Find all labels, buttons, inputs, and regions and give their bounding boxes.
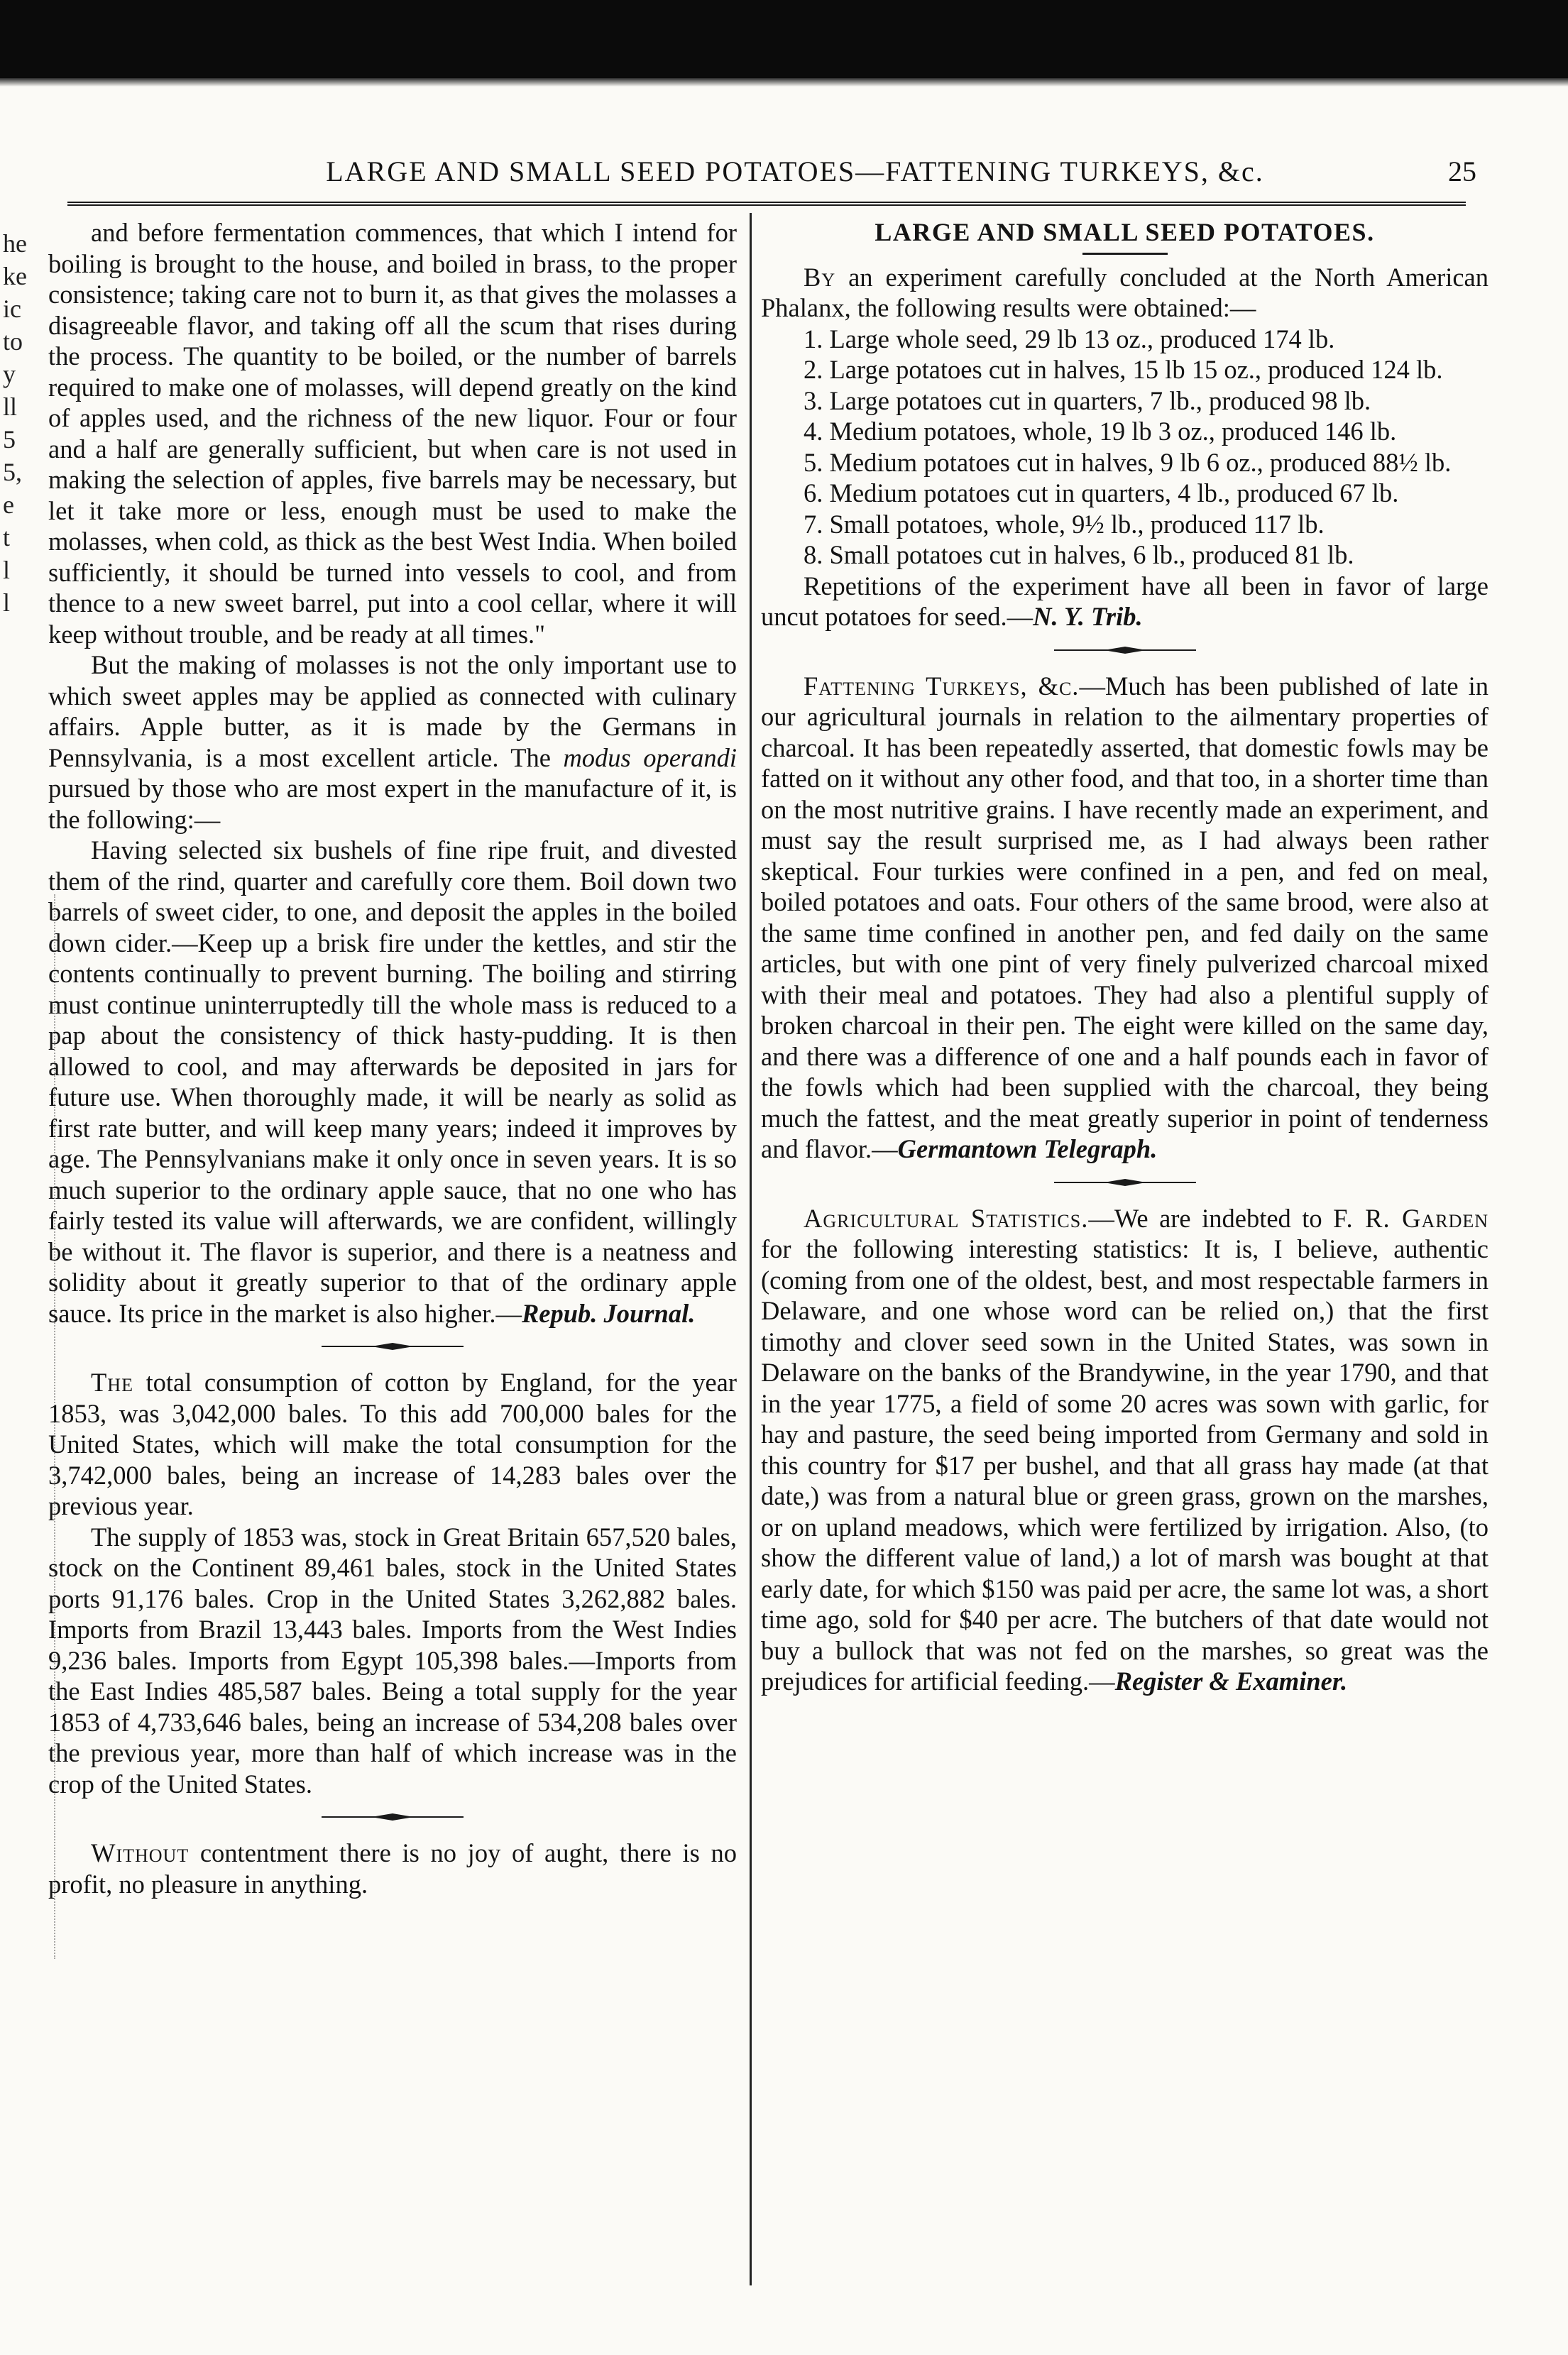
scan-top-shadow <box>0 78 1568 87</box>
text: Repetitions of the experiment have all been in favor of large uncut potatoes for seed.— <box>761 571 1488 631</box>
margin-fragment: 5, <box>3 458 22 486</box>
margin-fragment: t <box>3 523 11 551</box>
text: —Much has been published of late in our agricultural journals in relation to the ailmentary properties of charcoal. It has been repeatedly asserted, that domestic fowls may be fatted on it without any other food, and that too, in a shorter time than on the most nutritive grains. I have recently made an experiment, and must say the result surprised me, as I had always been rather skeptical. Four turkies were confined in a pen, and fed on meal, boiled potatoes and oats. Four others of the same brood, were also at the same time confined in another pen, and fed daily on the same articles, but with one pint of very finely pulverized charcoal mixed with their meal and potatoes. They had also a plentiful supply of broken charcoal in their pen. The eight were killed on the same day, and there was a difference of one and a half pounds each in favor of the fowls which had been supplied with the charcoal, they being much the fattest, and the meat greatly superior in point of tenderness and flavor.— <box>761 671 1488 1163</box>
divider-ornament <box>1054 1178 1196 1187</box>
result-item: 2. Large potatoes cut in halves, 15 lb 15 oz., produced 124 lb. <box>804 355 1443 384</box>
margin-fragment: e <box>3 490 14 519</box>
turkeys-article <box>761 671 1488 1165</box>
result-item: 7. Small potatoes, whole, 9½ lb., produced 117 lb. <box>804 509 1325 539</box>
article-title: LARGE AND SMALL SEED POTATOES. <box>875 218 1375 246</box>
left-column <box>48 217 737 1899</box>
result-item: 1. Large whole seed, 29 lb 13 oz., produced 174 lb. <box>804 324 1335 353</box>
text: contentment there is no joy of aught, there is no profit, no pleasure in anything. <box>48 1838 737 1899</box>
lead-word: By <box>804 262 836 292</box>
scan-top-band <box>0 0 1568 78</box>
text: an experiment carefully concluded at the North American Phalanx, the following results were obtained:— <box>761 262 1488 322</box>
lead-word: Without <box>91 1838 190 1867</box>
result-item: 4. Medium potatoes, whole, 19 lb 3 oz., produced 146 lb. <box>804 417 1397 446</box>
text: for the following interesting statistics: It is, I believe, authentic (coming from one of the oldest, best, and most respectable farmers in Delaware, and one whose word can be relied on,) that the first timothy and clover seed sown in the United States, was sown in Delaware on the banks of the Brandywine, in the year 1790, and that in the year 1775, a field of some 20 acres was sown with garlic, for hay and pasture, the seed being imported from Germany and sold in this country for $17 per bushel, and that all grass hay made (at that date,) was from a natural blue or green grass, grown on the marshes, or on upland meadows, which were fertilized by irrigation. Also, (to show the different value of land,) a lot of marsh was bought at that early date, for which $150 was paid per acre, the same lot was, a short time ago, sold for $40 per acre. The butchers of that date would not buy a bullock that was not fed on the marshes, so great was the prejudices for artificial feeding.— <box>761 1234 1488 1696</box>
cotton-supply: The supply of 1853 was, stock in Great Britain 657,520 bales, stock on the Continent 89,461 bales, stock in the United States ports 91,176 bales. Crop in the United States 3,262,882 bales. Imports from Brazil 13,443 bales. Imports from the West Indies 9,236 bales. Imports from Egypt 105,398 bales.—Imports from the East Indies 485,587 bales. Being a total supply for the year 1853 of 4,733,646 bales, being an increase of 534,208 bales over the previous year, more than half of which increase was in the crop of the United States. <box>48 1522 737 1799</box>
running-head: LARGE AND SMALL SEED POTATOES—FATTENING TURKEYS, &c. <box>326 155 1264 187</box>
lead-word: The <box>91 1368 133 1397</box>
source-credit: Germantown Telegraph. <box>897 1134 1158 1163</box>
agricultural-statistics <box>761 1203 1488 1697</box>
text: But the making of molasses is not the only important use to which sweet apples may be applied as connected with culinary affairs. Apple butter, as it is made by the Germans in Pennsylvania, is a most excellent article. The <box>48 650 737 772</box>
result-item: 3. Large potatoes cut in quarters, 7 lb., produced 98 lb. <box>804 385 1371 415</box>
result-item: 8. Small potatoes cut in halves, 6 lb., produced 81 lb. <box>804 540 1354 569</box>
molasses-paragraph: and before fermentation commences, that which I intend for boiling is brought to the house, and boiled in brass, to the proper consistence; taking care not to burn it, as that gives the molasses a disagreeable flavor, and taking off all the scum that rises during the process. The quantity to be boiled, or the number of barrels required to make one of molasses, will depend greatly on the kind of apples used, and the richness of the new liquor. Four or four and a half are generally sufficient, but when care is not used in making the selection of apples, five barrels may be necessary, but let it take more or less, enough must be used to make the molasses, when cold, as thick as the best West India. When boiled sufficiently, it should be turned into vessels to cool, and from thence to a new sweet barrel, put into a cool cellar, where it will keep without trouble, and be ready at all times." <box>48 218 737 649</box>
divider-ornament <box>322 1812 464 1822</box>
text: —We are indebted to <box>1088 1203 1334 1233</box>
result-item: 6. Medium potatoes cut in quarters, 4 lb., produced 67 lb. <box>804 478 1399 507</box>
apple-butter-recipe <box>48 835 737 1329</box>
article-lead: Agricultural Statistics. <box>804 1203 1089 1233</box>
section-divider <box>761 1165 1488 1203</box>
divider-ornament <box>322 1341 464 1351</box>
margin-fragment: l <box>3 588 11 617</box>
text: Having selected six bushels of fine ripe fruit, and divested them of the rind, quarter and carefully core them. Boil down two barrels of sweet cider, to one, and deposit the apples in the boiled down cider.—Keep up a brisk fire under the kettles, and stir the contents continually to prevent burning. The boiling and stirring must continue uninterruptedly till the whole mass is reduced to a pap about the consistency of thick hasty-pudding. It is then allowed to cool, and may afterwards be deposited in jars for future use. When thoroughly made, it will be nearly as solid as first rate butter, and will keep many years; indeed it improves by age. The Pennsylvanians make it only once in seven years. It is so much superior to the ordinary apple sauce, that no one who has fairly tested its value will afterwards, we are confident, willingly be without it. The flavor is superior, and there is a neatness and solidity about it greatly superior to that of the ordinary apple sauce. Its price in the market is also higher.— <box>48 835 737 1328</box>
right-column <box>761 217 1488 1697</box>
article-lead: Fattening Turkeys, &c. <box>804 671 1080 701</box>
margin-fragment: y <box>3 360 16 388</box>
contentment-quote <box>48 1838 737 1899</box>
section-divider <box>48 1329 737 1367</box>
section-divider <box>48 1799 737 1838</box>
person-name: F. R. Garden <box>1333 1203 1489 1233</box>
source-credit: Register & Examiner. <box>1114 1667 1348 1696</box>
margin-fragment: to <box>3 327 23 356</box>
source-credit: Repub. Journal. <box>521 1298 696 1328</box>
cotton-consumption <box>48 1367 737 1522</box>
potatoes-intro <box>761 262 1488 324</box>
margin-fragment: ll <box>3 392 18 421</box>
page-header <box>163 150 1476 193</box>
margin-fragment: l <box>3 556 11 584</box>
repetitions-paragraph <box>761 571 1488 632</box>
margin-fragment: ic <box>3 295 21 323</box>
column-rule <box>750 213 752 2285</box>
margin-fragments <box>3 227 35 619</box>
margin-fragment: he <box>3 229 27 258</box>
result-item: 5. Medium potatoes cut in halves, 9 lb 6 oz., produced 88½ lb. <box>804 447 1452 477</box>
margin-fragment: 5 <box>3 425 16 454</box>
divider-ornament <box>1054 645 1196 655</box>
apple-butter-intro <box>48 649 737 835</box>
italic-phrase: modus operandi <box>563 742 737 772</box>
text: total consumption of cotton by England, for the year 1853, was 3,042,000 bales. To this add 700,000 bales for the United States, which will make the total consumption for the 3,742,000 bales, being an increase of 14,283 bales over the previous year. <box>48 1368 737 1520</box>
page-number: 25 <box>1448 155 1476 187</box>
margin-fragment: ke <box>3 262 27 290</box>
title-rule <box>1082 253 1168 255</box>
text: pursued by those who are most expert in the manufacture of it, is the following:— <box>48 774 737 834</box>
section-divider <box>761 632 1488 671</box>
header-double-rule <box>67 202 1466 207</box>
source-credit: N. Y. Trib. <box>1033 602 1143 631</box>
